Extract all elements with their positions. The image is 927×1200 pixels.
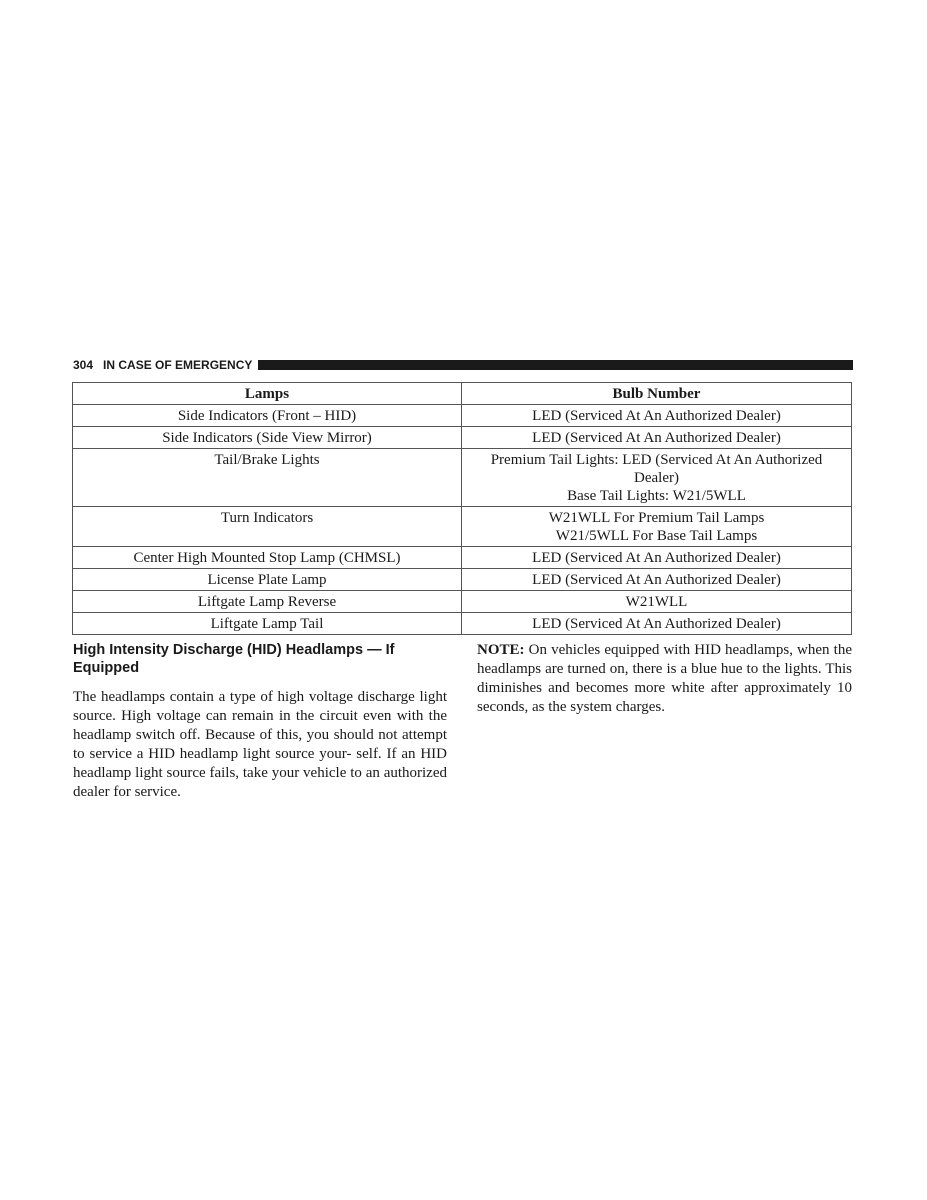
table-row <box>73 405 852 427</box>
hid-body-text: The headlamps contain a type of high voltage discharge light source. High voltage can remain in the circuit even with the headlamp switch off. Because of this, you should not attempt to service a HID headlamp light source your- self. If an HID headlamp light source fails, take your vehicle to an authorized dealer for service. <box>73 689 447 800</box>
bulb-line: LED (Serviced At An Authorized Dealer) <box>532 572 781 588</box>
table-row <box>73 507 852 547</box>
bulb-line: LED (Serviced At An Authorized Dealer) <box>532 408 781 424</box>
lamp-cell: Liftgate Lamp Reverse <box>73 591 462 613</box>
table-row <box>73 547 852 569</box>
bulb-line: W21WLL For Premium Tail Lamps <box>548 510 765 526</box>
bulb-cell <box>462 427 852 449</box>
bulb-line: Premium Tail Lights: LED (Serviced At An Authorized Dealer) <box>490 452 823 486</box>
column-header-bulb-number: Bulb Number <box>462 383 852 405</box>
note-paragraph <box>477 641 852 717</box>
column-header-lamps: Lamps <box>73 383 462 405</box>
bulb-cell <box>462 449 852 507</box>
note-text: On vehicles equipped with HID headlamps, when the headlamps are turned on, there is a blue hue to the lights. This diminishes and becomes more white after approximately 10 seconds, as the system charges. <box>477 642 852 715</box>
lamp-cell: Turn Indicators <box>73 507 462 547</box>
bulb-cell <box>462 405 852 427</box>
page-number: 304 <box>73 358 94 372</box>
table-row <box>73 591 852 613</box>
lamp-cell: Side Indicators (Side View Mirror) <box>73 427 462 449</box>
bulb-table <box>72 382 852 635</box>
note-section <box>477 641 852 717</box>
bulb-cell <box>462 591 852 613</box>
bulb-line: LED (Serviced At An Authorized Dealer) <box>532 616 781 632</box>
section-title: IN CASE OF EMERGENCY <box>103 358 253 372</box>
lamp-cell: Liftgate Lamp Tail <box>73 613 462 635</box>
table-row <box>73 427 852 449</box>
lamp-cell: Side Indicators (Front – HID) <box>73 405 462 427</box>
table-row <box>73 613 852 635</box>
bulb-cell <box>462 569 852 591</box>
lamp-cell: License Plate Lamp <box>73 569 462 591</box>
bulb-line: Base Tail Lights: W21/5WLL <box>567 488 746 504</box>
header-rule <box>258 360 853 370</box>
hid-heading: High Intensity Discharge (HID) Headlamps — If Equipped <box>73 642 395 676</box>
bulb-line: LED (Serviced At An Authorized Dealer) <box>532 550 781 566</box>
note-label: NOTE: <box>477 642 525 658</box>
table-header-row <box>73 383 852 405</box>
bulb-cell <box>462 507 852 547</box>
bulb-line: W21WLL <box>625 594 688 610</box>
hid-section <box>73 641 447 802</box>
bulb-line: LED (Serviced At An Authorized Dealer) <box>532 430 781 446</box>
page-header <box>73 358 853 372</box>
table-row <box>73 449 852 507</box>
table-row <box>73 569 852 591</box>
lamp-cell: Center High Mounted Stop Lamp (CHMSL) <box>73 547 462 569</box>
lamp-cell: Tail/Brake Lights <box>73 449 462 507</box>
bulb-cell <box>462 613 852 635</box>
bulb-cell <box>462 547 852 569</box>
bulb-line: W21/5WLL For Base Tail Lamps <box>555 528 758 544</box>
